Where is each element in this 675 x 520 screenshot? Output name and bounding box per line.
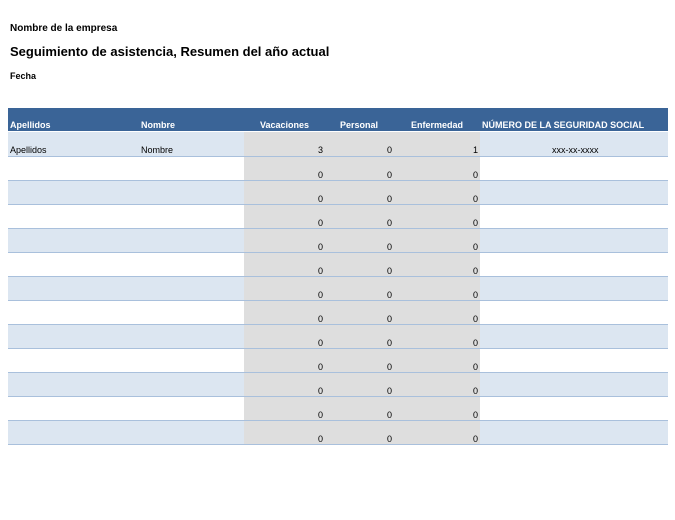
col-ssn[interactable]: NÚMERO DE LA SEGURIDAD SOCIAL <box>482 120 645 130</box>
col-vacaciones[interactable]: Vacaciones <box>260 120 310 130</box>
time-off-shade <box>244 421 480 444</box>
time-off-shade <box>244 157 480 180</box>
table-row <box>8 373 668 397</box>
cell-enfermedad[interactable]: 0 <box>472 290 478 300</box>
company-name[interactable]: Nombre de la empresa <box>10 23 118 34</box>
cell-personal[interactable]: 0 <box>386 218 392 228</box>
time-off-shade <box>244 277 480 300</box>
time-off-shade <box>244 349 480 372</box>
time-off-shade <box>244 229 480 252</box>
table-body <box>8 131 668 445</box>
cell-vacaciones[interactable]: 0 <box>317 386 323 396</box>
cell-ssn[interactable]: xxx-xx-xxxx <box>552 145 599 155</box>
cell-vacaciones[interactable]: 0 <box>317 290 323 300</box>
cell-personal[interactable]: 0 <box>386 386 392 396</box>
cell-enfermedad[interactable]: 0 <box>472 434 478 444</box>
cell-enfermedad[interactable]: 0 <box>472 338 478 348</box>
cell-enfermedad[interactable]: 0 <box>472 266 478 276</box>
attendance-table <box>8 108 668 445</box>
time-off-shade <box>244 301 480 324</box>
cell-vacaciones[interactable]: 0 <box>317 434 323 444</box>
table-row <box>8 205 668 229</box>
time-off-shade <box>244 397 480 420</box>
cell-vacaciones[interactable]: 0 <box>317 170 323 180</box>
table-row <box>8 229 668 253</box>
cell-vacaciones[interactable]: 0 <box>317 218 323 228</box>
col-enfermedad[interactable]: Enfermedad <box>411 120 464 130</box>
cell-vacaciones[interactable]: 0 <box>317 266 323 276</box>
cell-personal[interactable]: 0 <box>386 362 392 372</box>
cell-enfermedad[interactable]: 0 <box>472 194 478 204</box>
table-row <box>8 181 668 205</box>
cell-enfermedad[interactable]: 0 <box>472 386 478 396</box>
time-off-shade <box>244 373 480 396</box>
cell-vacaciones[interactable]: 0 <box>317 410 323 420</box>
cell-vacaciones[interactable]: 0 <box>317 338 323 348</box>
cell-personal[interactable]: 0 <box>386 266 392 276</box>
cell-vacaciones[interactable]: 0 <box>317 362 323 372</box>
cell-enfermedad[interactable]: 0 <box>472 410 478 420</box>
table-row <box>8 157 668 181</box>
cell-vacaciones[interactable]: 0 <box>317 314 323 324</box>
cell-personal[interactable]: 0 <box>386 314 392 324</box>
cell-nombre[interactable]: Nombre <box>141 145 174 155</box>
table-row <box>8 421 668 445</box>
cell-enfermedad[interactable]: 0 <box>472 218 478 228</box>
page-title[interactable]: Seguimiento de asistencia, Resumen del año actual <box>10 44 330 59</box>
date-label[interactable]: Fecha <box>10 71 37 81</box>
cell-personal[interactable]: 0 <box>386 338 392 348</box>
table-row <box>8 301 668 325</box>
cell-personal[interactable]: 0 <box>386 434 392 444</box>
cell-personal[interactable]: 0 <box>386 170 392 180</box>
col-apellidos[interactable]: Apellidos <box>10 120 51 130</box>
table-row <box>8 349 668 373</box>
cell-vacaciones[interactable]: 3 <box>317 145 323 155</box>
cell-personal[interactable]: 0 <box>386 410 392 420</box>
table-row <box>8 131 668 157</box>
cell-enfermedad[interactable]: 1 <box>472 145 478 155</box>
col-personal[interactable]: Personal <box>340 120 379 130</box>
time-off-shade <box>244 253 480 276</box>
cell-personal[interactable]: 0 <box>386 242 392 252</box>
cell-vacaciones[interactable]: 0 <box>317 242 323 252</box>
table-row <box>8 277 668 301</box>
time-off-shade <box>244 205 480 228</box>
cell-enfermedad[interactable]: 0 <box>472 242 478 252</box>
table-row <box>8 253 668 277</box>
time-off-shade <box>244 181 480 204</box>
table-row <box>8 325 668 349</box>
time-off-shade <box>244 132 480 156</box>
cell-enfermedad[interactable]: 0 <box>472 314 478 324</box>
cell-personal[interactable]: 0 <box>386 145 392 155</box>
table-header <box>8 108 668 131</box>
cell-personal[interactable]: 0 <box>386 194 392 204</box>
cell-apellidos[interactable]: Apellidos <box>10 145 47 155</box>
cell-enfermedad[interactable]: 0 <box>472 170 478 180</box>
table-row <box>8 397 668 421</box>
time-off-shade <box>244 325 480 348</box>
cell-personal[interactable]: 0 <box>386 290 392 300</box>
col-nombre[interactable]: Nombre <box>141 120 176 130</box>
cell-enfermedad[interactable]: 0 <box>472 362 478 372</box>
cell-vacaciones[interactable]: 0 <box>317 194 323 204</box>
